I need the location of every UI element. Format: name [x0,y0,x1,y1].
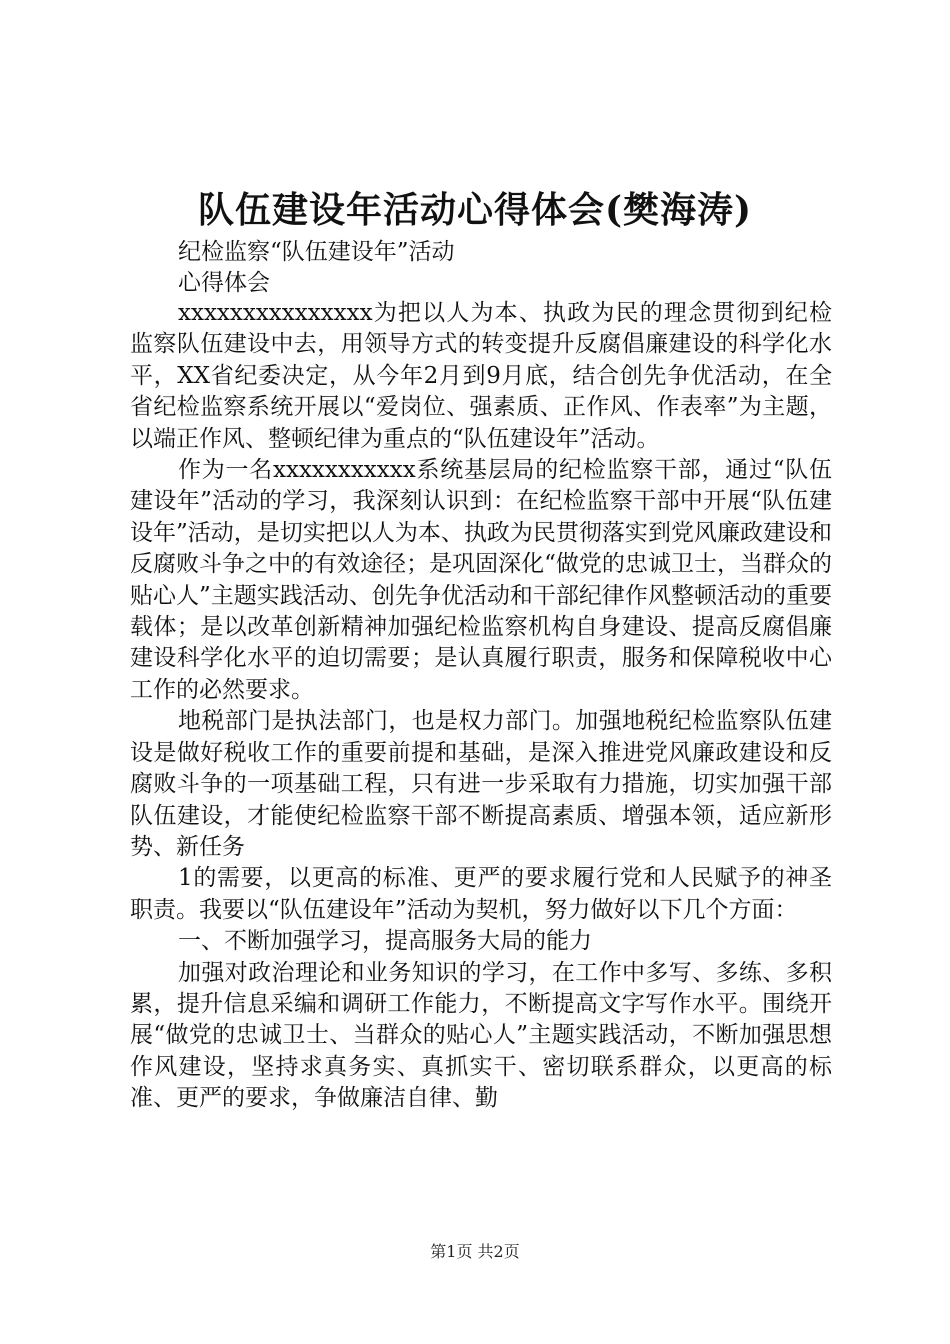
document-subtitle-line1: 纪检监察“队伍建设年”活动 [178,239,455,265]
paragraph: xxxxxxxxxxxxxxx为把以人为本、执政为民的理念贯彻到纪检监察队伍建设中去，用领导方式的转变提升反腐倡廉建设的科学化水平，XX省纪委决定，从今年2月到9月底，结合创先争优活动，在全省纪检监察系统开展以“爱岗位、强素质、正作风、作表率”为主题，以端正作风、整顿纪律为重点的“队伍建设年”活动。 [130,300,832,452]
page-number-footer: 第1页 共2页 [430,1242,520,1261]
paragraph: 地税部门是执法部门，也是权力部门。加强地税纪检监察队伍建设是做好税收工作的重要前提和基础，是深入推进党风廉政建设和反腐败斗争的一项基础工程，只有进一步采取有力措施，切实加强干部队伍建设，才能使纪检监察干部不断提高素质、增强本领，适应新形势、新任务 [130,708,832,860]
document-subtitle-line2: 心得体会 [178,270,270,296]
paragraph: 1的需要，以更高的标准、更严的要求履行党和人民赋予的神圣职责。我要以“队伍建设年”活动为契机，努力做好以下几个方面： [130,865,832,923]
paragraph: 作为一名xxxxxxxxxxx系统基层局的纪检监察干部，通过“队伍建设年”活动的学习，我深刻认识到：在纪检监察干部中开展“队伍建设年”活动，是切实把以人为本、执政为民贯彻落实到党风廉政建设和反腐败斗争之中的有效途径；是巩固深化“做党的忠诚卫士，当群众的贴心人”主题实践活动、创先争优活动和干部纪律作风整顿活动的重要载体；是以改革创新精神加强纪检监察机构自身建设、提高反腐倡廉建设科学化水平的迫切需要；是认真履行职责，服务和保障税收中心工作的必然要求。 [130,457,832,703]
paragraph: 加强对政治理论和业务知识的学习，在工作中多写、多练、多积累，提升信息采编和调研工作能力，不断提高文字写作水平。围绕开展“做党的忠诚卫士、当群众的贴心人”主题实践活动，不断加强思想作风建设，坚持求真务实、真抓实干、密切联系群众，以更高的标准、更严的要求，争做廉洁自律、勤 [130,959,832,1112]
section-heading: 一、不断加强学习，提高服务大局的能力 [178,928,592,955]
document-body [130,298,832,1115]
document-title: 队伍建设年活动心得体会(樊海涛) [197,189,753,231]
